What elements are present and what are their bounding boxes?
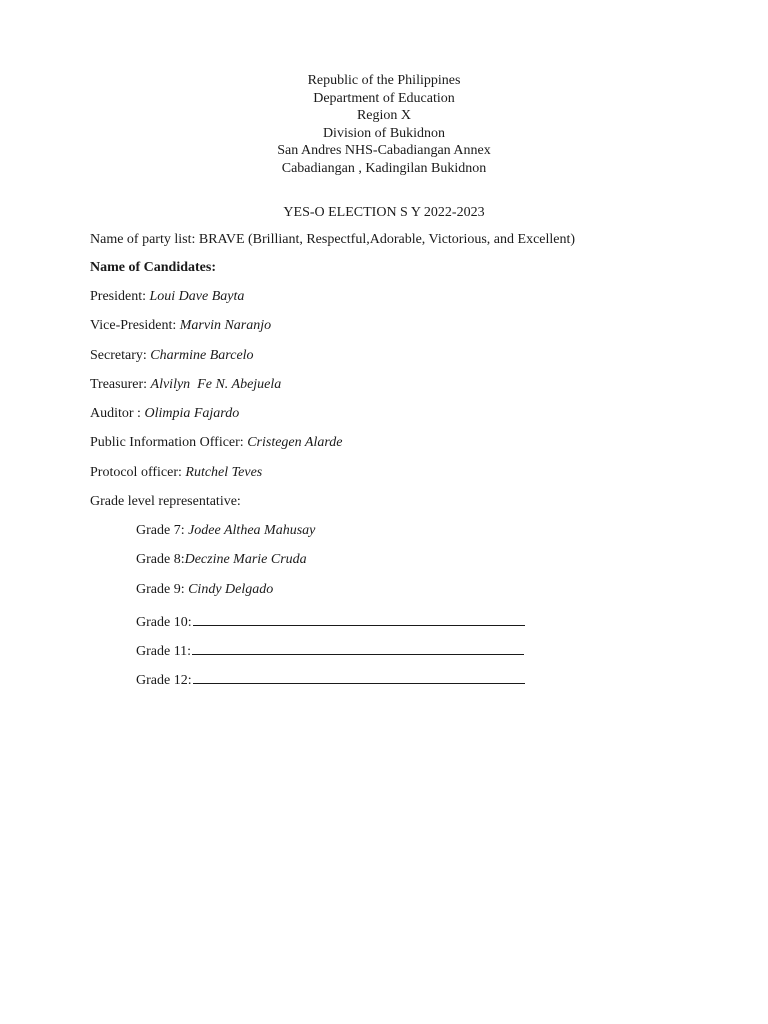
officer-name: Rutchel Teves bbox=[185, 465, 263, 480]
party-list-line bbox=[90, 232, 575, 248]
officer-president bbox=[90, 289, 244, 305]
letterhead-division: Division of Bukidnon bbox=[322, 125, 446, 141]
officer-treasurer bbox=[90, 377, 281, 393]
officer-name: Loui Dave Bayta bbox=[149, 289, 245, 304]
officer-name: Olimpia Fajardo bbox=[144, 406, 240, 421]
grade-rep-name: Cindy Delgado bbox=[188, 582, 274, 597]
letterhead-department: Department of Education bbox=[313, 90, 455, 106]
party-list-label: Name of party list: bbox=[90, 232, 199, 247]
grade-rep-name: Deczine Marie Cruda bbox=[184, 552, 307, 567]
officer-protocol bbox=[90, 465, 262, 481]
grade-12-row bbox=[136, 669, 525, 689]
grade-10-blank-line bbox=[193, 611, 525, 626]
officer-name: Charmine Barcelo bbox=[150, 348, 254, 363]
officer-secretary bbox=[90, 348, 254, 364]
grade-9-row bbox=[136, 582, 273, 598]
letterhead-region: Region X bbox=[356, 108, 412, 123]
officer-label: President: bbox=[90, 289, 150, 304]
grade-label: Grade 7: bbox=[136, 523, 189, 538]
grade-label: Grade 8: bbox=[136, 552, 185, 567]
officer-label: Protocol officer: bbox=[90, 465, 186, 480]
officer-name: Alvilyn Fe N. Abejuela bbox=[150, 377, 282, 392]
officer-label: Public Information Officer: bbox=[90, 435, 248, 450]
grade-rep-name: Jodee Althea Mahusay bbox=[188, 523, 316, 538]
officer-pio bbox=[90, 435, 342, 451]
officer-name: Cristegen Alarde bbox=[247, 435, 343, 450]
letterhead bbox=[0, 72, 768, 177]
party-list-value: BRAVE (Brilliant, Respectful,Adorable, Victorious, and Excellent) bbox=[198, 232, 576, 247]
election-title: YES-O ELECTION S Y 2022-2023 bbox=[283, 205, 485, 220]
officer-auditor bbox=[90, 406, 239, 422]
letterhead-republic: Republic of the Philippines bbox=[307, 73, 461, 88]
officer-label: Vice-President: bbox=[90, 318, 180, 333]
grade-label: Grade 10: bbox=[136, 615, 192, 630]
letterhead-school: San Andres NHS-Cabadiangan Annex bbox=[277, 143, 491, 158]
officer-label: Auditor : bbox=[90, 406, 145, 421]
officer-label: Treasurer: bbox=[90, 377, 151, 392]
grade-11-row bbox=[136, 640, 524, 660]
grade-7-row bbox=[136, 523, 315, 539]
letterhead-address: Cabadiangan , Kadingilan Bukidnon bbox=[281, 160, 487, 176]
officer-vice-president bbox=[90, 318, 271, 334]
grade-rep-heading: Grade level representative: bbox=[90, 494, 241, 509]
grade-label: Grade 9: bbox=[136, 582, 189, 597]
officer-name: Marvin Naranjo bbox=[179, 318, 272, 333]
candidates-heading: Name of Candidates: bbox=[90, 260, 216, 275]
grade-10-row bbox=[136, 611, 525, 631]
grade-label: Grade 11: bbox=[136, 644, 192, 659]
officer-label: Secretary: bbox=[90, 348, 151, 363]
grade-12-blank-line bbox=[193, 669, 525, 684]
grade-8-row bbox=[136, 552, 307, 568]
grade-11-blank-line bbox=[192, 640, 524, 655]
grade-label: Grade 12: bbox=[136, 673, 192, 688]
